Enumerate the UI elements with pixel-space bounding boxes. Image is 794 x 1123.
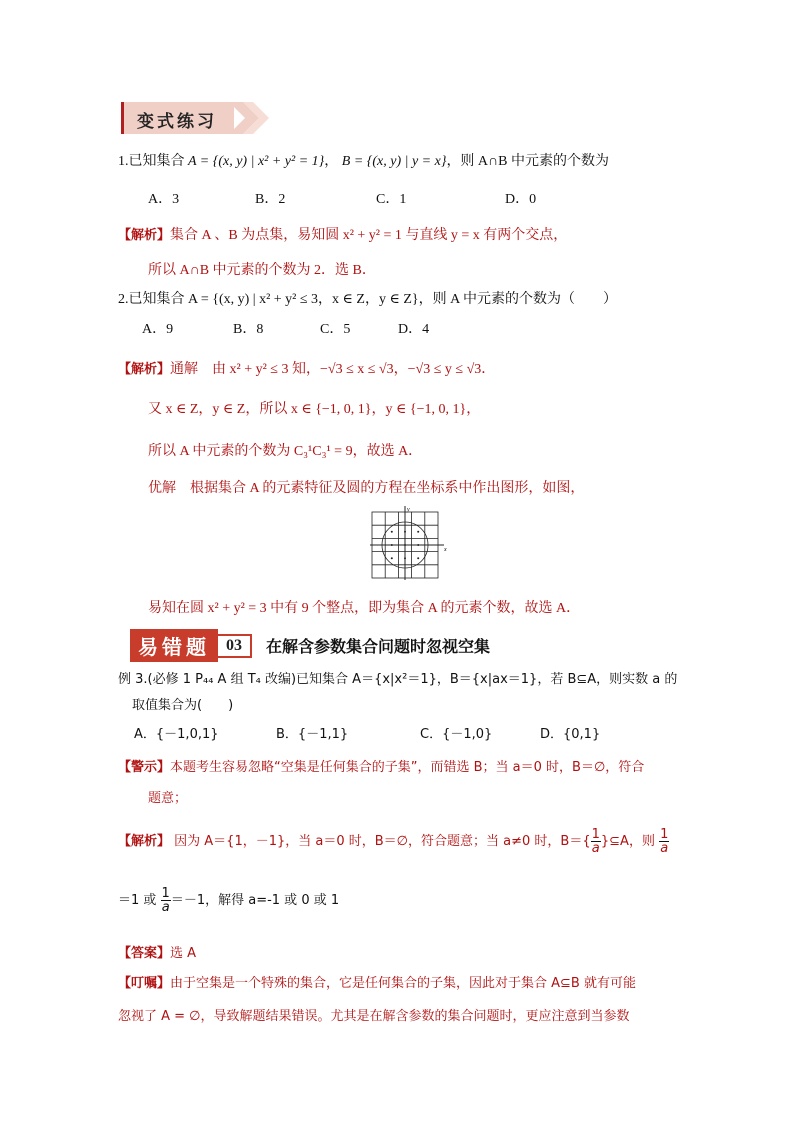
chevron-arrow-icon <box>229 100 273 136</box>
banner-number: 03 <box>216 634 252 658</box>
ex3-option-b: B．{－1,1} <box>276 727 349 742</box>
q1-analysis: 【解析】集合 A 、B 为点集，易知圆 x² + y² = 1 与直线 y = x 有两个交点， <box>118 228 568 243</box>
fraction-one-over-a: $\frac{1}{a}$ <box>660 827 669 856</box>
ex3-reminder: 【叮嘱】由于空集是一个特殊的集合，它是任何集合的子集，因此对于集合 A⊆B 就有可能 <box>118 976 636 991</box>
q2-option-a: A．9 <box>142 322 174 337</box>
ex3-analysis: 【解析】 因为 A＝{1，－1}，当 a＝0 时，B＝∅，符合题意；当 a≠0 时，B＝{ $\frac{1}{a}$ }⊆A，则 $\frac{1}{a}$ <box>118 827 669 856</box>
fraction-one-over-a: $\frac{1}{a}$ <box>591 827 600 856</box>
svg-text:y: y <box>407 507 410 513</box>
ex3-stem-line1: 例 3.(必修 1 P₄₄ A 组 T₄ 改编)已知集合 A＝{x|x²＝1}，B＝{x|ax＝1}，若 B⊆A，则实数 a 的 <box>118 672 678 687</box>
q2-stem: 2.已知集合 A = {(x, y) | x² + y² ≤ 3，x ∈ Z，y ∈ Z}，则 A 中元素的个数为（ ） <box>118 292 617 307</box>
q1-analysis-conclusion: 所以 A∩B 中元素的个数为 2．选 B． <box>148 263 376 278</box>
ex3-answer: 【答案】选 A <box>118 946 197 961</box>
ex3-reminder-line2: 忽视了 A = ∅，导致解题结果错误。尤其是在解含参数的集合问题时，更应注意到当参数 <box>118 1009 630 1024</box>
section-banner-error-prone <box>130 629 490 662</box>
q2-option-d: D．4 <box>398 322 430 337</box>
circle-grid-figure <box>368 504 450 582</box>
ex3-option-a: A．{－1,0,1} <box>134 727 219 742</box>
ex3-analysis-line2: ＝1 或 $\frac{1}{a}$ ＝－1，解得 a=-1 或 0 或 1 <box>118 886 340 915</box>
banner-label: 易错题 <box>130 629 218 662</box>
q2-analysis-line4: 优解 根据集合 A 的元素特征及圆的方程在坐标系中作出图形，如图， <box>148 481 585 496</box>
ex3-warning-line2: 题意； <box>148 791 188 806</box>
section-banner-variant-practice <box>121 100 271 136</box>
q2-analysis-line5: 易知在圆 x² + y² = 3 中有 9 个整点，即为集合 A 的元素个数，故选 A． <box>148 601 581 616</box>
q1-option-d: D．0 <box>505 192 537 207</box>
q2-analysis-line3: 所以 A 中元素的个数为 C₃¹C₃¹ = 9，故选 A． <box>148 444 423 459</box>
q2-analysis-line2: 又 x ∈ Z，y ∈ Z，所以 x ∈ {−1, 0, 1}，y ∈ {−1, 0, 1}， <box>148 402 481 417</box>
q1-stem: 1.已知集合 A = {(x, y) | x² + y² = 1}， B = {(x, y) | y = x}，则 A∩B 中元素的个数为 <box>118 154 609 169</box>
q1-option-a: A．3 <box>148 192 180 207</box>
ex3-option-c: C．{－1,0} <box>420 727 493 742</box>
banner-topic: 在解含参数集合问题时忽视空集 <box>266 637 491 656</box>
q2-option-c: C．5 <box>320 322 351 337</box>
svg-text:x: x <box>444 547 447 553</box>
ex3-warning: 【警示】本题考生容易忽略“空集是任何集合的子集”，而错选 B；当 a＝0 时，B＝∅，符合 <box>118 760 645 775</box>
fraction-one-over-a: $\frac{1}{a}$ <box>161 886 170 915</box>
ex3-option-d: D．{0,1} <box>540 727 601 742</box>
q2-analysis: 【解析】通解 由 x² + y² ≤ 3 知，−√3 ≤ x ≤ √3，−√3 ≤ y ≤ √3． <box>118 362 496 377</box>
banner-title: 变式练习 <box>137 112 217 132</box>
ex3-stem-line2: 取值集合为( ) <box>132 698 234 713</box>
q1-option-b: B．2 <box>255 192 286 207</box>
q1-option-c: C．1 <box>376 192 407 207</box>
q2-option-b: B．8 <box>233 322 264 337</box>
